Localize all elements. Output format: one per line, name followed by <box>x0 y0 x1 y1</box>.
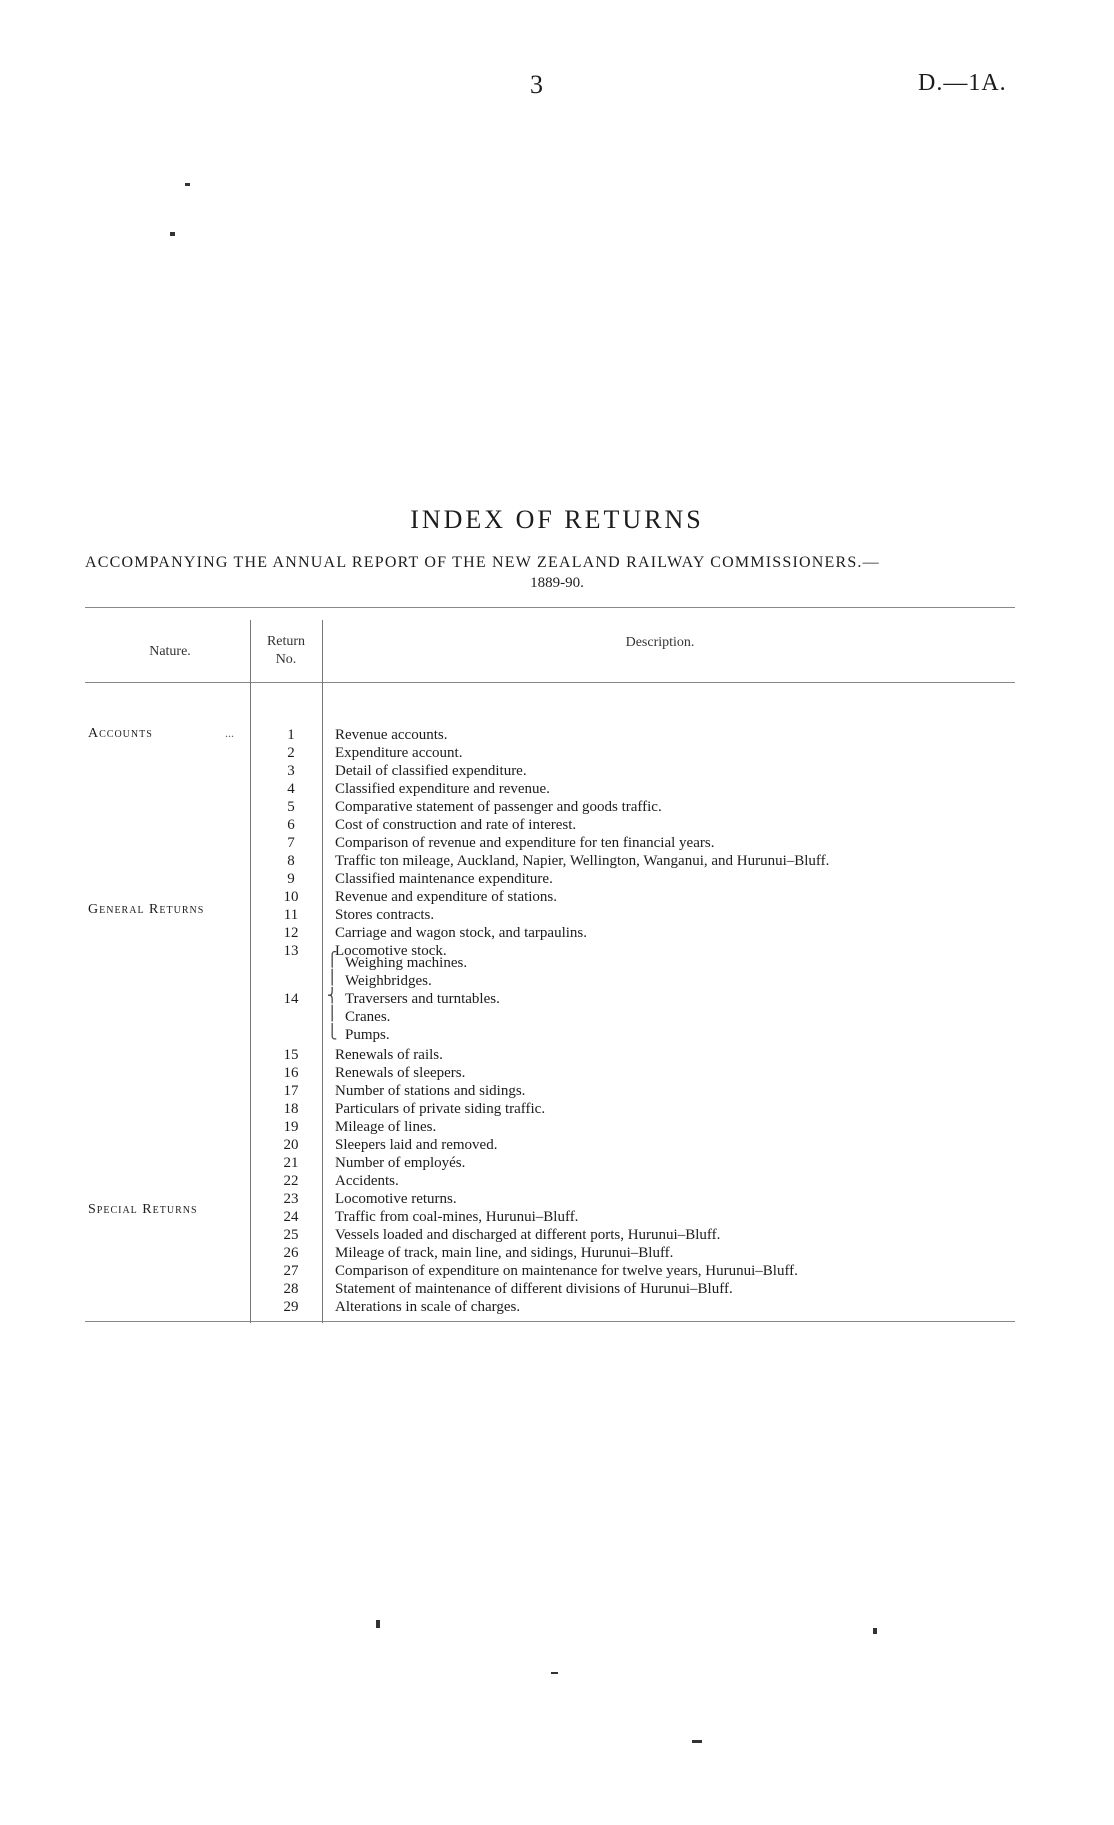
return-number: 21 <box>283 1155 299 1171</box>
return-description: Classified maintenance expenditure. <box>335 871 553 887</box>
return-number: 26 <box>283 1245 299 1261</box>
return-number: 10 <box>283 889 299 905</box>
return-number: 20 <box>283 1137 299 1153</box>
return-description: Weighing machines. <box>345 955 468 971</box>
return-number: 22 <box>283 1173 299 1189</box>
return-description: Traversers and turntables. <box>345 991 500 1007</box>
return-number: 27 <box>283 1263 299 1279</box>
return-number: 16 <box>283 1065 299 1081</box>
nature-special-returns: Special Returns <box>88 1202 198 1217</box>
return-description: Statement of maintenance of different divisions of Hurunui–Bluff. <box>335 1281 733 1297</box>
page-number: 3 <box>530 70 543 99</box>
header-description: Description. <box>625 635 695 650</box>
return-description: Mileage of lines. <box>335 1119 437 1135</box>
header-return-no-line1: Return <box>266 634 306 649</box>
return-number: 4 <box>287 781 295 797</box>
return-number: 8 <box>287 853 295 869</box>
return-description: Pumps. <box>345 1027 390 1043</box>
print-speck <box>873 1628 877 1634</box>
table-top-rule <box>85 607 1015 608</box>
column-divider-return-no <box>322 620 323 1323</box>
return-number: 25 <box>283 1227 299 1243</box>
column-divider-nature <box>250 620 251 1323</box>
return-description: Accidents. <box>335 1173 399 1189</box>
return-number: 29 <box>283 1299 299 1315</box>
return-number: 1 <box>287 727 295 743</box>
nature-accounts: Accounts <box>88 726 153 741</box>
return-description: Comparison of expenditure on maintenance for twelve years, Hurunui–Bluff. <box>335 1263 798 1279</box>
print-speck <box>692 1740 702 1743</box>
nature-general-returns: General Returns <box>88 902 205 917</box>
return-number: 7 <box>287 835 295 851</box>
return-number: 13 <box>283 943 299 959</box>
print-speck <box>376 1620 380 1628</box>
print-speck <box>185 183 190 186</box>
return-number: 6 <box>287 817 295 833</box>
return-description: Mileage of track, main line, and sidings, Hurunui–Bluff. <box>335 1245 674 1261</box>
table-header-rule <box>85 682 1015 683</box>
return-description: Particulars of private siding traffic. <box>335 1101 546 1117</box>
index-title: INDEX OF RETURNS <box>410 505 704 534</box>
return-description: Cost of construction and rate of interest. <box>335 817 577 833</box>
return-number: 23 <box>283 1191 299 1207</box>
return-description: Locomotive stock. <box>335 943 447 959</box>
return-description: Detail of classified expenditure. <box>335 763 527 779</box>
return-number: 9 <box>287 871 295 887</box>
return-number: 19 <box>283 1119 299 1135</box>
nature-accounts-dots: ... <box>225 726 234 740</box>
return-description: Sleepers laid and removed. <box>335 1137 498 1153</box>
return-description: Traffic ton mileage, Auckland, Napier, Wellington, Wanganui, and Hurunui–Bluff. <box>335 853 830 869</box>
return-number: 3 <box>287 763 295 779</box>
return-description: Comparison of revenue and expenditure for ten financial years. <box>335 835 715 851</box>
return-description: Number of employés. <box>335 1155 466 1171</box>
return-description: Expenditure account. <box>335 745 463 761</box>
return-description: Cranes. <box>345 1009 391 1025</box>
return-number: 28 <box>283 1281 299 1297</box>
table-bottom-rule <box>85 1321 1015 1322</box>
return-number: 12 <box>283 925 299 941</box>
return-description: Comparative statement of passenger and goods traffic. <box>335 799 662 815</box>
print-speck <box>551 1672 558 1674</box>
return-number: 5 <box>287 799 295 815</box>
return-description: Weighbridges. <box>345 973 432 989</box>
return-description: Renewals of rails. <box>335 1047 443 1063</box>
return-description: Revenue accounts. <box>335 727 448 743</box>
return-description: Revenue and expenditure of stations. <box>335 889 558 905</box>
return-number: 14 <box>283 991 299 1007</box>
return-number: 17 <box>283 1083 299 1099</box>
print-speck <box>170 232 175 236</box>
index-subtitle: ACCOMPANYING THE ANNUAL REPORT OF THE NEW ZEALAND RAILWAY COMMISSIONERS.— <box>85 554 880 571</box>
return-description: Classified expenditure and revenue. <box>335 781 550 797</box>
return-number: 24 <box>283 1209 299 1225</box>
return-description: Alterations in scale of charges. <box>335 1299 521 1315</box>
return-description: Number of stations and sidings. <box>335 1083 526 1099</box>
document-reference: D.—1A. <box>918 70 1007 96</box>
return-description: Stores contracts. <box>335 907 435 923</box>
return-description: Traffic from coal-mines, Hurunui–Bluff. <box>335 1209 579 1225</box>
header-nature: Nature. <box>149 644 191 659</box>
return-description: Locomotive returns. <box>335 1191 457 1207</box>
header-return-no-line2: No. <box>275 652 297 667</box>
return-number: 18 <box>283 1101 299 1117</box>
return-14-brace: ⎧ ⎪ ⎨ ⎪ ⎩ <box>327 953 338 1040</box>
return-description: Renewals of sleepers. <box>335 1065 466 1081</box>
return-number: 15 <box>283 1047 299 1063</box>
return-number: 11 <box>283 907 299 923</box>
return-number: 2 <box>287 745 295 761</box>
index-subtitle-year: 1889-90. <box>530 575 584 591</box>
return-description: Carriage and wagon stock, and tarpaulins. <box>335 925 588 941</box>
return-description: Vessels loaded and discharged at different ports, Hurunui–Bluff. <box>335 1227 721 1243</box>
